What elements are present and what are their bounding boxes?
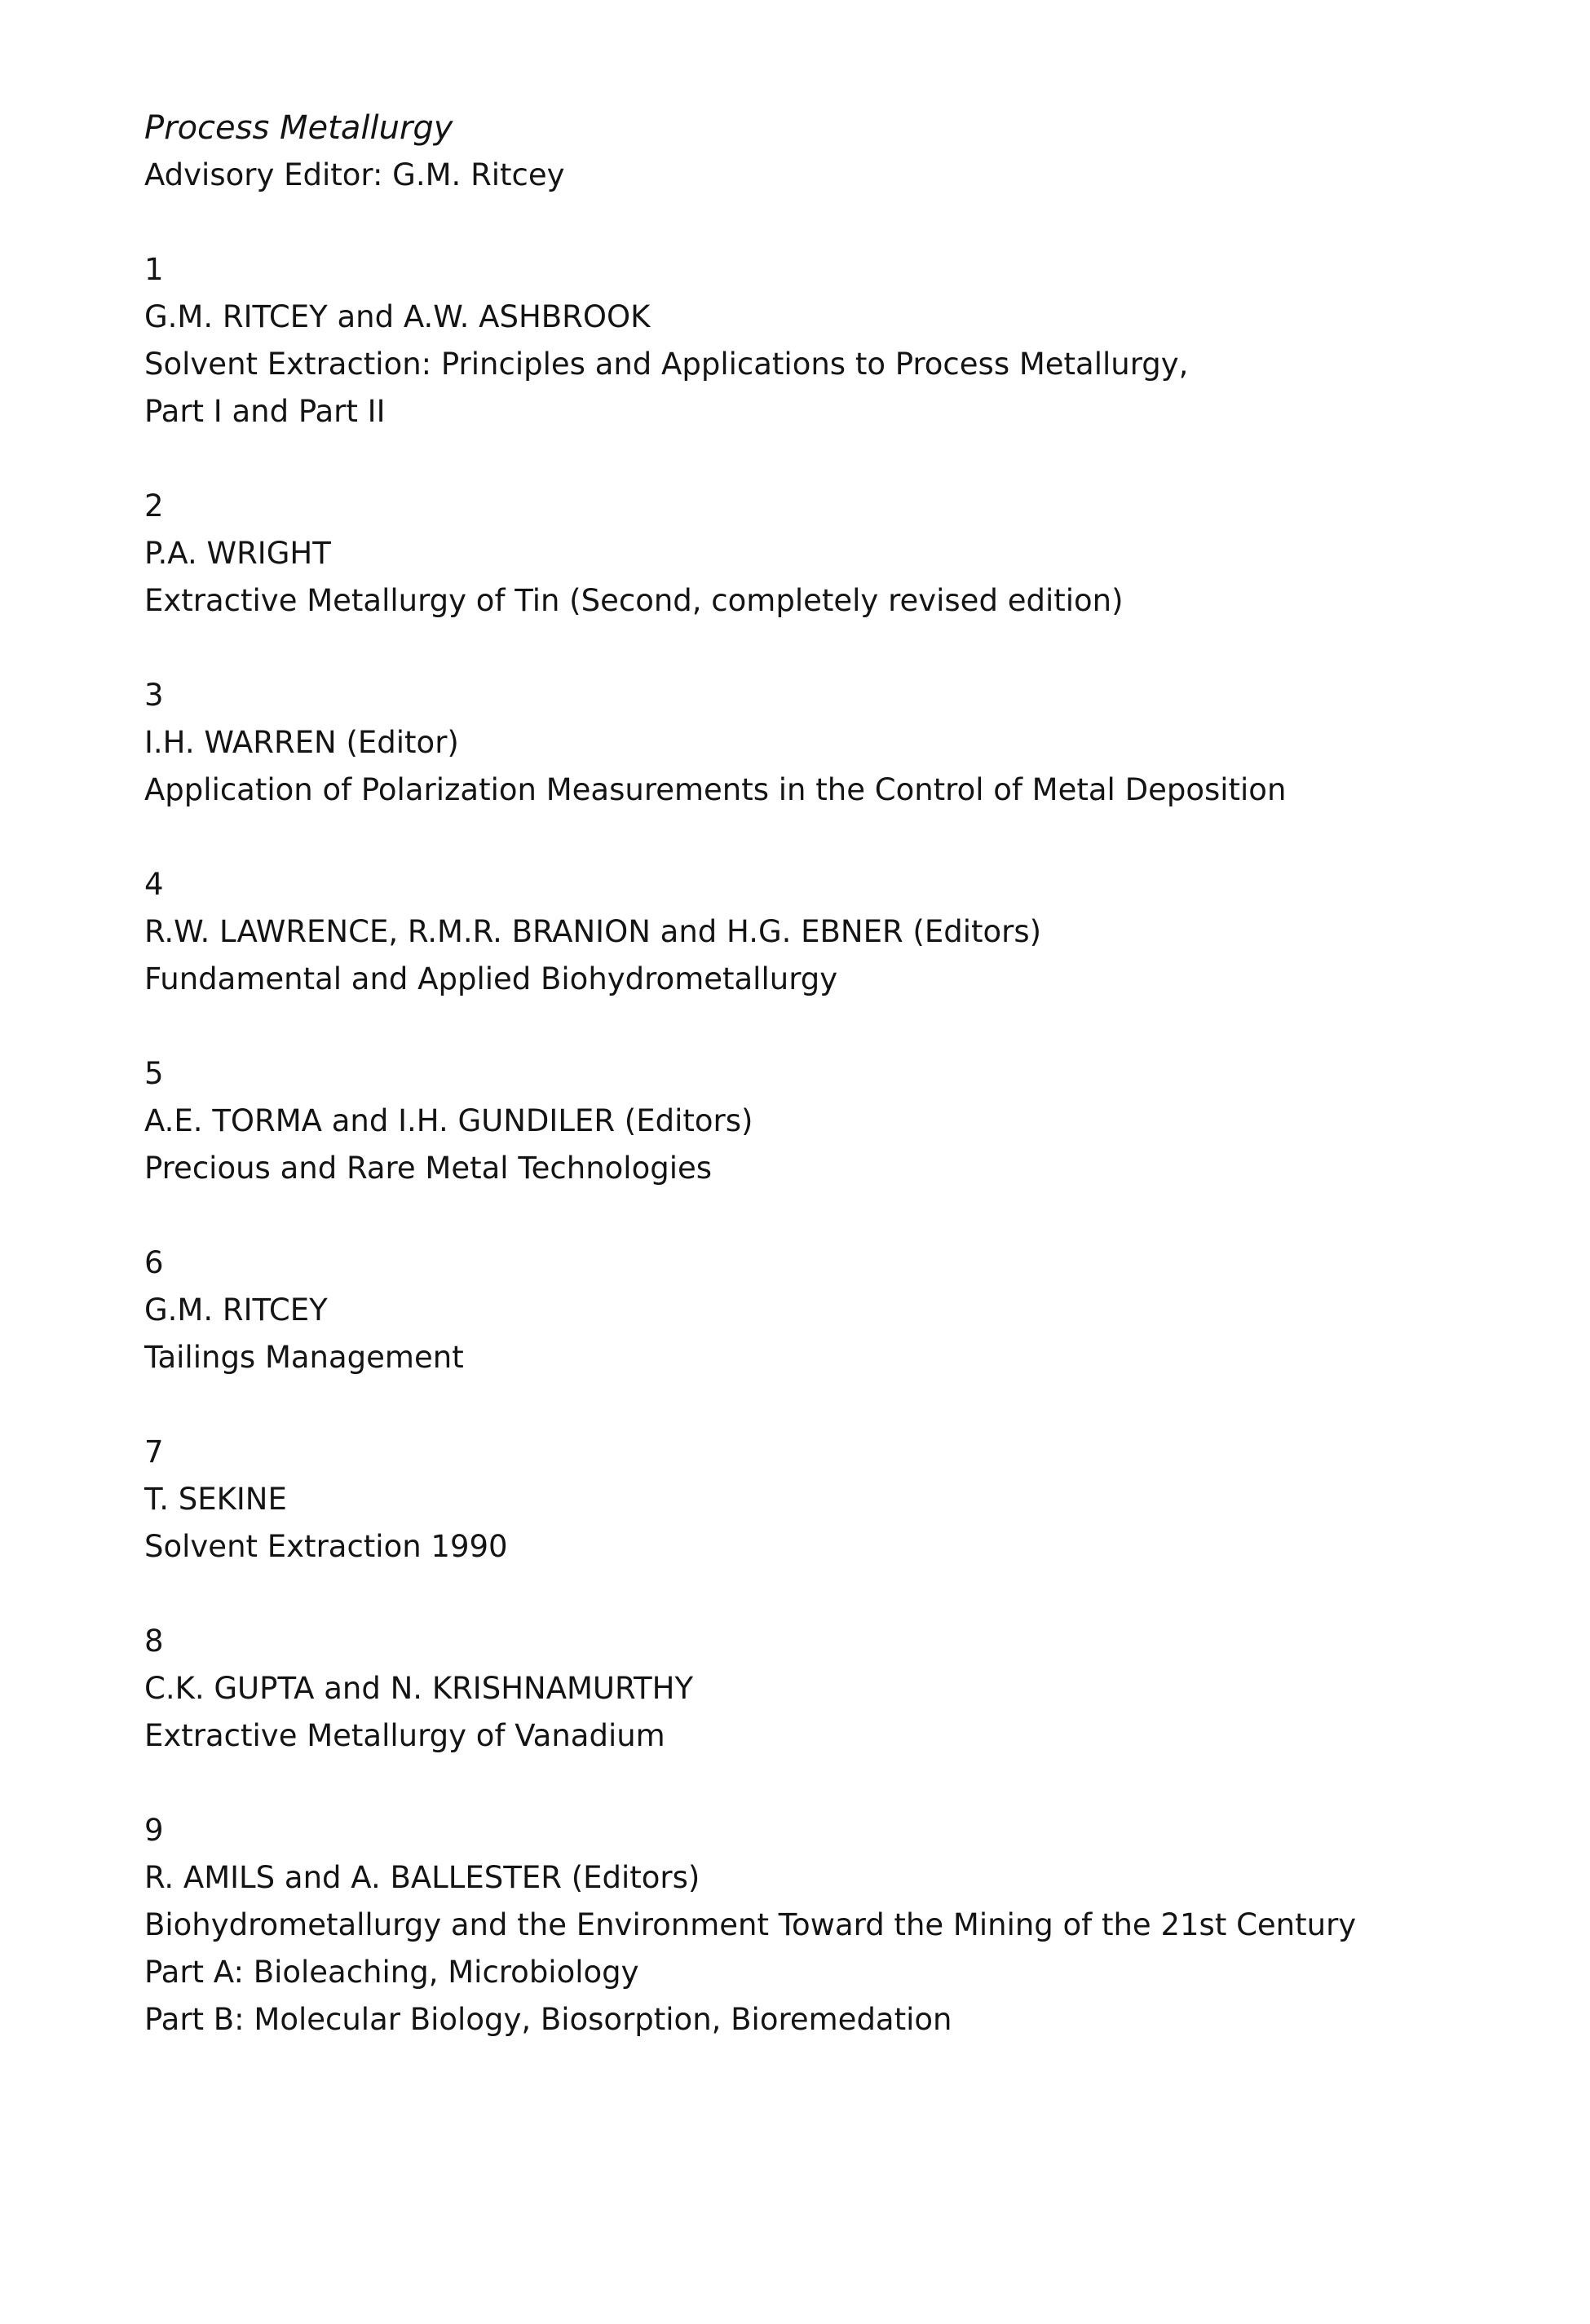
entry-number: 6 bbox=[144, 1245, 164, 1280]
entry-title-line: Extractive Metallurgy of Tin (Second, completely revised edition) bbox=[144, 583, 1124, 618]
entry-authors: A.E. TORMA and I.H. GUNDILER (Editors) bbox=[144, 1103, 753, 1138]
entry-number: 3 bbox=[144, 678, 164, 713]
entry-authors: I.H. WARREN (Editor) bbox=[144, 725, 459, 760]
list-item bbox=[144, 1807, 1530, 2043]
entries-list bbox=[144, 246, 1530, 2043]
series-header bbox=[144, 104, 1530, 199]
entry-title-line: Solvent Extraction 1990 bbox=[144, 1529, 508, 1564]
list-item bbox=[144, 483, 1530, 625]
entry-title-line: Extractive Metallurgy of Vanadium bbox=[144, 1718, 665, 1753]
series-page bbox=[144, 104, 1530, 2043]
entry-authors: G.M. RITCEY bbox=[144, 1292, 328, 1328]
series-title: Process Metallurgy bbox=[144, 109, 453, 147]
entry-authors: T. SEKINE bbox=[144, 1482, 287, 1517]
entry-title-line: Tailings Management bbox=[144, 1340, 464, 1375]
entry-number: 2 bbox=[144, 488, 164, 524]
list-item bbox=[144, 1239, 1530, 1381]
entry-authors: P.A. WRIGHT bbox=[144, 536, 331, 571]
list-item bbox=[144, 1618, 1530, 1760]
list-item bbox=[144, 672, 1530, 814]
entry-title-line: Part B: Molecular Biology, Biosorption, Bioremedation bbox=[144, 2002, 952, 2037]
entry-title-line: Solvent Extraction: Principles and Applications to Process Metallurgy, bbox=[144, 347, 1189, 382]
entry-authors: G.M. RITCEY and A.W. ASHBROOK bbox=[144, 299, 651, 334]
list-item bbox=[144, 1050, 1530, 1192]
list-item bbox=[144, 1429, 1530, 1571]
entry-number: 4 bbox=[144, 867, 164, 902]
entry-authors: C.K. GUPTA and N. KRISHNAMURTHY bbox=[144, 1671, 694, 1706]
entry-authors: R.W. LAWRENCE, R.M.R. BRANION and H.G. EBNER (Editors) bbox=[144, 914, 1042, 949]
list-item bbox=[144, 246, 1530, 435]
entry-number: 8 bbox=[144, 1624, 164, 1659]
entry-number: 5 bbox=[144, 1056, 164, 1091]
entry-title-line: Application of Polarization Measurements in the Control of Metal Deposition bbox=[144, 772, 1287, 807]
entry-number: 7 bbox=[144, 1434, 164, 1469]
entry-number: 9 bbox=[144, 1813, 164, 1848]
entry-title-line: Precious and Rare Metal Technologies bbox=[144, 1151, 713, 1186]
entry-title-line: Part I and Part II bbox=[144, 394, 386, 429]
entry-title-line: Part A: Bioleaching, Microbiology bbox=[144, 1955, 639, 1990]
entry-title-line: Biohydrometallurgy and the Environment Toward the Mining of the 21st Century bbox=[144, 1907, 1357, 1942]
advisory-editor: Advisory Editor: G.M. Ritcey bbox=[144, 157, 565, 192]
entry-authors: R. AMILS and A. BALLESTER (Editors) bbox=[144, 1860, 700, 1895]
entry-number: 1 bbox=[144, 252, 164, 287]
list-item bbox=[144, 861, 1530, 1003]
entry-title-line: Fundamental and Applied Biohydrometallurgy bbox=[144, 961, 838, 996]
